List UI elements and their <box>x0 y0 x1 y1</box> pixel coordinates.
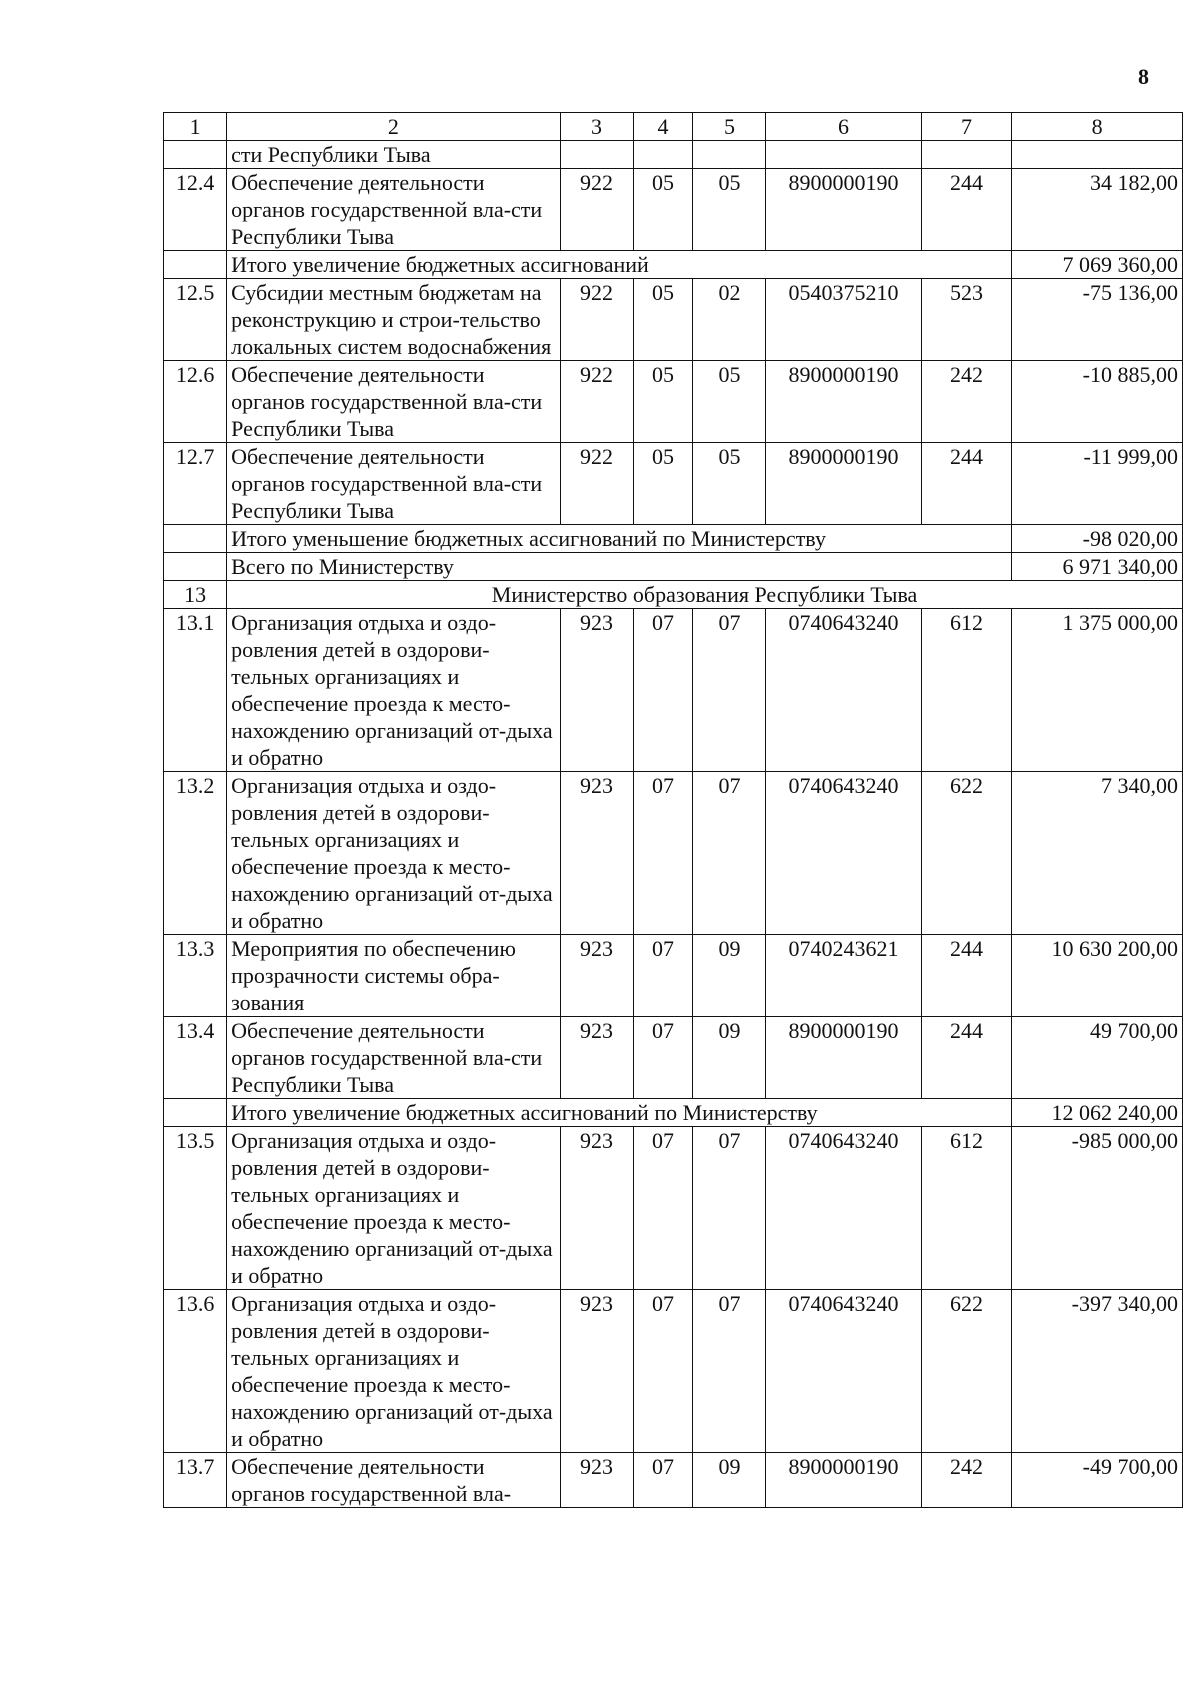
target-article-cell: 8900000190 <box>766 169 921 251</box>
target-article-cell: 0540375210 <box>766 279 921 361</box>
total-label-cell: Всего по Министерству <box>227 553 1012 581</box>
description-cell: Обеспечение деятельности органов государственной вла-сти Республики Тыва <box>227 169 560 251</box>
section-code-cell: 05 <box>633 443 693 525</box>
description-cell: сти Республики Тыва <box>227 141 560 169</box>
subsection-code-cell: 05 <box>693 443 766 525</box>
total-row <box>164 553 1183 581</box>
table-row <box>164 1290 1183 1453</box>
section-code-cell: 07 <box>633 1017 693 1099</box>
amount-cell: 49 700,00 <box>1012 1017 1183 1099</box>
row-number-cell <box>164 1099 227 1127</box>
target-article-cell: 0740643240 <box>766 1127 921 1290</box>
row-number-cell: 12.4 <box>164 169 227 251</box>
table-row <box>164 772 1183 935</box>
total-amount-cell: 12 062 240,00 <box>1012 1099 1183 1127</box>
expense-type-cell: 242 <box>921 1453 1012 1508</box>
row-number-cell <box>164 141 227 169</box>
subsection-code-cell: 09 <box>693 935 766 1017</box>
target-article-cell: 0740243621 <box>766 935 921 1017</box>
amount-cell: 10 630 200,00 <box>1012 935 1183 1017</box>
total-label-cell: Итого увеличение бюджетных ассигнований по Министерству <box>227 1099 1012 1127</box>
empty-cell <box>693 141 766 169</box>
expense-type-cell: 612 <box>921 609 1012 772</box>
amount-cell: -10 885,00 <box>1012 361 1183 443</box>
table-row <box>164 1127 1183 1290</box>
row-number-cell: 13.2 <box>164 772 227 935</box>
table-row <box>164 935 1183 1017</box>
target-article-cell: 8900000190 <box>766 1017 921 1099</box>
section-code-cell: 07 <box>633 1453 693 1508</box>
target-article-cell: 0740643240 <box>766 1290 921 1453</box>
section-code-cell: 05 <box>633 169 693 251</box>
row-number-cell <box>164 525 227 553</box>
description-cell: Мероприятия по обеспечению прозрачности системы обра-зования <box>227 935 560 1017</box>
page-number: 8 <box>1138 64 1149 89</box>
description-cell: Обеспечение деятельности органов государственной вла-сти Республики Тыва <box>227 361 560 443</box>
total-label-cell: Итого уменьшение бюджетных ассигнований по Министерству <box>227 525 1012 553</box>
expense-type-cell: 244 <box>921 935 1012 1017</box>
header-cell: 7 <box>921 113 1012 141</box>
header-cell: 3 <box>560 113 633 141</box>
total-row <box>164 251 1183 279</box>
section-row <box>164 581 1183 609</box>
subsection-code-cell: 07 <box>693 1127 766 1290</box>
table-header-row <box>164 113 1183 141</box>
subsection-code-cell: 09 <box>693 1017 766 1099</box>
ministry-code-cell: 922 <box>560 169 633 251</box>
subsection-code-cell: 07 <box>693 609 766 772</box>
total-amount-cell: 7 069 360,00 <box>1012 251 1183 279</box>
section-code-cell: 07 <box>633 1290 693 1453</box>
section-number-cell: 13 <box>164 581 227 609</box>
ministry-code-cell: 923 <box>560 1017 633 1099</box>
header-cell: 1 <box>164 113 227 141</box>
row-number-cell: 12.7 <box>164 443 227 525</box>
row-number-cell: 12.5 <box>164 279 227 361</box>
amount-cell: -49 700,00 <box>1012 1453 1183 1508</box>
section-title-cell: Министерство образования Республики Тыва <box>227 581 1183 609</box>
row-number-cell <box>164 251 227 279</box>
row-number-cell: 13.6 <box>164 1290 227 1453</box>
target-article-cell: 8900000190 <box>766 361 921 443</box>
row-number-cell: 13.5 <box>164 1127 227 1290</box>
amount-cell: 34 182,00 <box>1012 169 1183 251</box>
section-code-cell: 05 <box>633 279 693 361</box>
expense-type-cell: 244 <box>921 1017 1012 1099</box>
continuation-row <box>164 141 1183 169</box>
header-cell: 2 <box>227 113 560 141</box>
subsection-code-cell: 07 <box>693 772 766 935</box>
amount-cell: -11 999,00 <box>1012 443 1183 525</box>
ministry-code-cell: 923 <box>560 1290 633 1453</box>
subsection-code-cell: 05 <box>693 361 766 443</box>
total-row <box>164 1099 1183 1127</box>
expense-type-cell: 612 <box>921 1127 1012 1290</box>
ministry-code-cell: 922 <box>560 443 633 525</box>
total-label-cell: Итого увеличение бюджетных ассигнований <box>227 251 1012 279</box>
ministry-code-cell: 923 <box>560 609 633 772</box>
target-article-cell: 8900000190 <box>766 1453 921 1508</box>
subsection-code-cell: 02 <box>693 279 766 361</box>
description-cell: Организация отдыха и оздо-ровления детей в оздорови-тельных организациях и обеспечение проезда к место-нахождению организаций от-дыха и обратно <box>227 1127 560 1290</box>
row-number-cell: 13.7 <box>164 1453 227 1508</box>
subsection-code-cell: 05 <box>693 169 766 251</box>
amount-cell: -75 136,00 <box>1012 279 1183 361</box>
subsection-code-cell: 09 <box>693 1453 766 1508</box>
description-cell: Субсидии местным бюджетам на реконструкцию и строи-тельство локальных систем водоснабжения <box>227 279 560 361</box>
header-cell: 4 <box>633 113 693 141</box>
target-article-cell: 0740643240 <box>766 609 921 772</box>
amount-cell: -985 000,00 <box>1012 1127 1183 1290</box>
empty-cell <box>1012 141 1183 169</box>
amount-cell: -397 340,00 <box>1012 1290 1183 1453</box>
section-code-cell: 05 <box>633 361 693 443</box>
expense-type-cell: 622 <box>921 1290 1012 1453</box>
expense-type-cell: 242 <box>921 361 1012 443</box>
target-article-cell: 8900000190 <box>766 443 921 525</box>
section-code-cell: 07 <box>633 609 693 772</box>
empty-cell <box>560 141 633 169</box>
ministry-code-cell: 923 <box>560 1127 633 1290</box>
row-number-cell: 13.4 <box>164 1017 227 1099</box>
empty-cell <box>633 141 693 169</box>
description-cell: Обеспечение деятельности органов государственной вла-сти Республики Тыва <box>227 443 560 525</box>
section-code-cell: 07 <box>633 1127 693 1290</box>
budget-table <box>163 112 1183 1508</box>
expense-type-cell: 244 <box>921 443 1012 525</box>
header-cell: 6 <box>766 113 921 141</box>
table-row <box>164 443 1183 525</box>
table-row <box>164 1453 1183 1508</box>
table-row <box>164 361 1183 443</box>
expense-type-cell: 244 <box>921 169 1012 251</box>
section-code-cell: 07 <box>633 935 693 1017</box>
amount-cell: 7 340,00 <box>1012 772 1183 935</box>
empty-cell <box>766 141 921 169</box>
table-row <box>164 1017 1183 1099</box>
description-cell: Организация отдыха и оздо-ровления детей в оздорови-тельных организациях и обеспечение проезда к место-нахождению организаций от-дыха и обратно <box>227 1290 560 1453</box>
subsection-code-cell: 07 <box>693 1290 766 1453</box>
total-amount-cell: -98 020,00 <box>1012 525 1183 553</box>
ministry-code-cell: 923 <box>560 935 633 1017</box>
row-number-cell: 13.3 <box>164 935 227 1017</box>
table-row <box>164 169 1183 251</box>
ministry-code-cell: 923 <box>560 772 633 935</box>
description-cell: Организация отдыха и оздо-ровления детей в оздорови-тельных организациях и обеспечение проезда к место-нахождению организаций от-дыха и обратно <box>227 609 560 772</box>
total-amount-cell: 6 971 340,00 <box>1012 553 1183 581</box>
row-number-cell <box>164 553 227 581</box>
row-number-cell: 13.1 <box>164 609 227 772</box>
table-row <box>164 609 1183 772</box>
header-cell: 5 <box>693 113 766 141</box>
description-cell: Обеспечение деятельности органов государственной вла- <box>227 1453 560 1508</box>
expense-type-cell: 622 <box>921 772 1012 935</box>
section-code-cell: 07 <box>633 772 693 935</box>
description-cell: Организация отдыха и оздо-ровления детей в оздорови-тельных организациях и обеспечение проезда к место-нахождению организаций от-дыха и обратно <box>227 772 560 935</box>
total-row <box>164 525 1183 553</box>
header-cell: 8 <box>1012 113 1183 141</box>
target-article-cell: 0740643240 <box>766 772 921 935</box>
table-row <box>164 279 1183 361</box>
amount-cell: 1 375 000,00 <box>1012 609 1183 772</box>
empty-cell <box>921 141 1012 169</box>
description-cell: Обеспечение деятельности органов государственной вла-сти Республики Тыва <box>227 1017 560 1099</box>
ministry-code-cell: 922 <box>560 279 633 361</box>
ministry-code-cell: 922 <box>560 361 633 443</box>
expense-type-cell: 523 <box>921 279 1012 361</box>
ministry-code-cell: 923 <box>560 1453 633 1508</box>
row-number-cell: 12.6 <box>164 361 227 443</box>
